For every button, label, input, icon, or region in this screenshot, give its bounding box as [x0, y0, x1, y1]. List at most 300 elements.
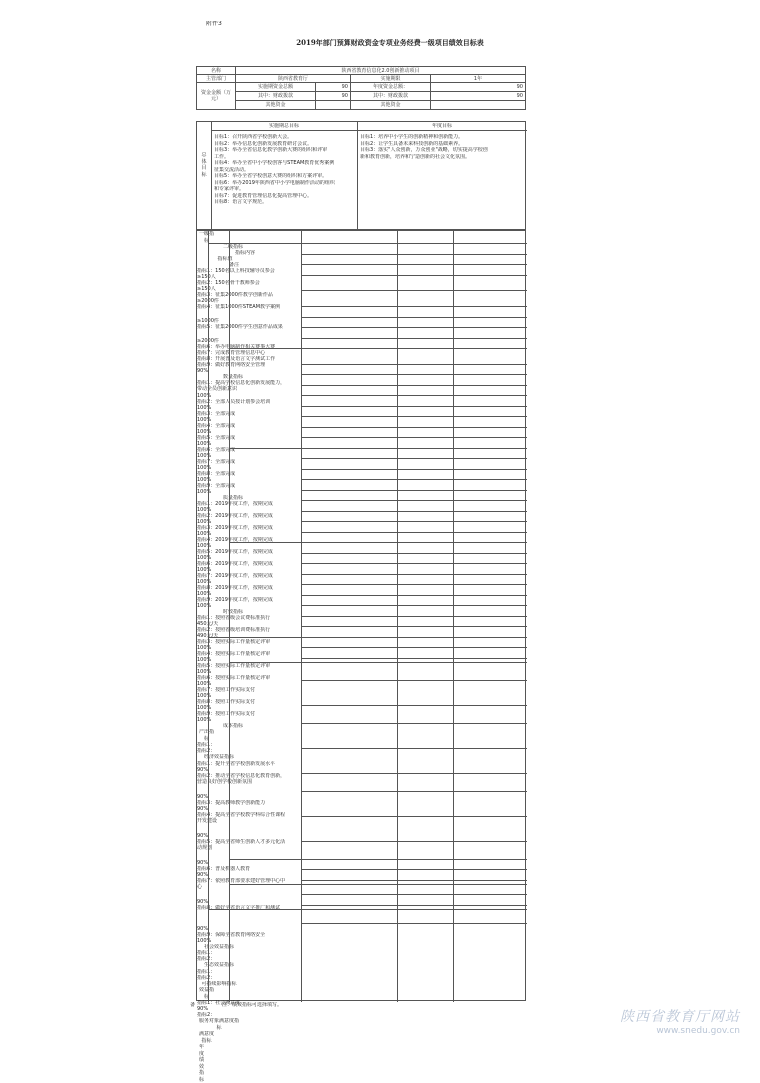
- year-goal-list: [360, 134, 525, 160]
- grid-line: [301, 553, 302, 564]
- indicator-content: 指标1：: [197, 742, 216, 749]
- grid-line: [397, 647, 398, 658]
- grid-line: [301, 275, 302, 291]
- grid-line: [397, 275, 398, 291]
- grid-line: [453, 532, 454, 543]
- grid-line: [301, 647, 527, 648]
- indicator-content: 指标9：保障全省教育网络安全: [197, 931, 266, 938]
- indicator-content: 指标5：提高全省师生创新人才多元化活动规划: [197, 838, 286, 852]
- goal-line: 和专家评审。: [214, 186, 245, 192]
- indicator-value: 100%: [197, 531, 212, 538]
- grid-line: [453, 859, 454, 870]
- grid-line: [453, 884, 454, 895]
- year-perf-side-label: 年度绩效指标: [198, 1044, 204, 1083]
- indicator-value: 90%: [197, 832, 209, 839]
- indicator-content: 指标3：2019年度工作，按期完成: [197, 525, 273, 532]
- grid-line: [397, 458, 398, 469]
- grid-line: [301, 705, 302, 723]
- attachment-label: 附件3: [206, 21, 222, 27]
- grid-line: [301, 338, 527, 339]
- indicator-content: 指标8：做好全省语言文字推广和测试: [197, 904, 281, 911]
- grid-line: [397, 469, 398, 480]
- grid-line: [301, 605, 302, 616]
- grid-line: [397, 662, 398, 680]
- indicator-value: 90%: [197, 925, 209, 932]
- indicator-value: 100%: [197, 441, 212, 448]
- grid-line: [397, 637, 398, 648]
- grid-line: [301, 416, 527, 417]
- grid-line: [301, 338, 302, 349]
- funds-right-value: 90: [431, 92, 526, 101]
- grid-line: [301, 923, 302, 937]
- indicator-value: 100%: [197, 567, 212, 574]
- indicator-value: 100%: [197, 717, 212, 724]
- grid-line: [301, 275, 527, 276]
- level2-label: 时效指标: [222, 609, 243, 616]
- funds-right-value: 90: [431, 83, 526, 92]
- grid-line: [301, 395, 527, 396]
- goal-line: 目标2：举办信息化创新发展教育研讨会议。: [214, 140, 313, 147]
- grid-line: [453, 511, 454, 522]
- grid-line: [301, 595, 527, 596]
- grid-line: [397, 290, 398, 306]
- indicator-content: 指标9：2019年度工作，按期完成: [197, 597, 273, 604]
- grid-line: [453, 243, 454, 254]
- indicator-value: 100%: [197, 453, 212, 460]
- grid-line: [301, 748, 527, 749]
- grid-line: [301, 264, 527, 265]
- grid-line: [301, 521, 302, 532]
- grid-line: [301, 437, 302, 448]
- indicator-content: 指标3：按照实际工作量核定评审: [197, 639, 271, 646]
- indicator-content: 指标5：2019年度工作，按期完成: [197, 549, 273, 556]
- grid-line: [453, 306, 454, 317]
- goal-line: 目标1：召开陕西省学校创新大会。: [214, 134, 293, 140]
- indicator-content: 指标9：按照工作实际支付: [197, 711, 256, 718]
- indicator-value: 100%: [197, 429, 212, 436]
- grid-line: [229, 909, 301, 910]
- grid-line: [301, 327, 302, 338]
- grid-line: [453, 254, 454, 265]
- grid-line: [397, 574, 398, 585]
- grid-line: [301, 500, 302, 511]
- grid-line: [397, 605, 398, 616]
- goal-line: 目标2：让学生具备未来科技创新的基础素养。: [360, 140, 464, 147]
- goal-line: 目标3：落实"人众创新，万众创业"战略，切实提高学校创: [360, 147, 488, 153]
- grid-line: [229, 859, 301, 860]
- indicator-value: 100%: [197, 705, 212, 712]
- indicator-content: 指标2：2019年度工作，按期完成: [197, 513, 273, 520]
- level2-label: 经济效益指标: [203, 754, 234, 761]
- grid-line: [301, 773, 527, 774]
- grid-line: [453, 490, 454, 501]
- goal-line: 目标4：举办全省中小学校创客与STEAM教育优秀案例: [214, 160, 335, 166]
- grid-line: [397, 553, 398, 564]
- grid-line: [301, 511, 302, 522]
- level2-label: 质量指标: [222, 495, 243, 502]
- grid-line: [301, 395, 302, 406]
- grid-line: [453, 275, 454, 291]
- grid-line: [453, 680, 454, 705]
- grid-line: [397, 395, 398, 406]
- grid-line: [301, 264, 302, 275]
- indicator-content: 指标4：征集1000件STEAM教学案例: [197, 304, 281, 310]
- grid-line: [453, 542, 454, 553]
- grid-line: [301, 406, 527, 407]
- grid-line: [301, 532, 527, 533]
- indicator-content: 指标2：: [197, 974, 216, 981]
- indicator-content: 指标6：普及机器人教育: [197, 865, 251, 872]
- grid-line: [453, 416, 454, 427]
- funds-left-label: 实施期资金总额: [236, 83, 316, 92]
- grid-line: [301, 416, 302, 427]
- grid-line: [301, 511, 527, 512]
- grid-line: [301, 616, 527, 617]
- goals-block: [196, 121, 526, 230]
- grid-line: [397, 894, 398, 905]
- grid-line: [229, 448, 301, 449]
- grid-line: [301, 859, 302, 870]
- indicator-value: 100%: [197, 543, 212, 550]
- indicator-value: 100%: [197, 405, 212, 412]
- footer-note-label: 备: [190, 1002, 196, 1008]
- impl-goal-header: 实施期总目标: [268, 123, 299, 129]
- grid-line: [397, 264, 398, 275]
- grid-line: [301, 662, 302, 680]
- grid-line: [301, 574, 302, 585]
- dept-label: 主管部门: [197, 75, 236, 83]
- indicator-content: 指标1：: [197, 950, 216, 957]
- level2-label: 成本指标: [222, 723, 243, 730]
- indicator-content: 指标2：150名骨干教师参会: [197, 280, 260, 286]
- basic-info-table: [196, 66, 526, 110]
- grid-line: [229, 348, 301, 349]
- grid-line: [453, 595, 454, 606]
- grid-line: [397, 626, 398, 637]
- grid-line: [453, 338, 454, 349]
- grid-line: [301, 290, 527, 291]
- level1-benefit-label: 效益指标: [198, 987, 214, 1000]
- grid-line: [453, 290, 454, 306]
- grid-line: [397, 243, 398, 254]
- grid-line: [301, 427, 302, 438]
- indicator-value: 100%: [197, 417, 212, 424]
- grid-line: [397, 816, 398, 841]
- grid-line: [301, 374, 302, 385]
- grid-line: [301, 647, 302, 658]
- indicator-content: 指标2：推动全省学校信息化教育创新，营造良好创学校创新氛围: [197, 772, 286, 786]
- indicator-content: 指标5：征集2000件学生创意作品成果: [197, 323, 283, 330]
- grid-line: [301, 254, 302, 265]
- indicator-content: 指标3：提高教师教学创新能力: [197, 799, 266, 806]
- grid-line: [301, 542, 302, 553]
- grid-line: [453, 348, 454, 364]
- indicator-content: 指标7：2019年度工作，按期完成: [197, 573, 273, 580]
- indicator-value: ≥2000件: [197, 337, 219, 344]
- grid-line: [301, 490, 527, 491]
- grid-line: [301, 327, 527, 328]
- indicator-content: 指标5：按照实际工作量核定评审: [197, 663, 271, 670]
- grid-line: [453, 748, 454, 773]
- grid-line: [301, 317, 302, 328]
- grid-line: [301, 406, 302, 417]
- indicator-value: 100%: [197, 669, 212, 676]
- funds-left-label: 其他资金: [236, 101, 316, 110]
- indicator-value: 90%: [197, 805, 209, 812]
- indicator-value: 100%: [197, 937, 212, 944]
- grid-line: [301, 458, 302, 469]
- grid-line: [301, 723, 302, 748]
- grid-line: [453, 448, 454, 459]
- goal-line: 目标1：培养中小学生的创新精神和创新能力。: [360, 134, 464, 140]
- grid-line: [301, 500, 527, 501]
- indicator-content: 指标2：: [197, 748, 216, 755]
- grid-line: [301, 479, 527, 480]
- grid-line: [453, 791, 454, 816]
- grid-line: [301, 791, 527, 792]
- grid-line: [301, 909, 527, 910]
- grid-line: [453, 816, 454, 841]
- level1-output-label: 产出指标: [198, 729, 214, 742]
- indicator-content: 指标1：提高学校信息化创新发展能力，带动全员创新意识: [197, 379, 286, 392]
- level1-satisfaction-label: 满意度指标: [198, 1031, 214, 1044]
- grid-line: [229, 662, 301, 663]
- grid-line: [453, 705, 454, 723]
- grid-line: [453, 563, 454, 574]
- grid-line: [301, 317, 527, 318]
- indicator-content: 指标6：全部完成: [197, 447, 236, 454]
- grid-line: [453, 894, 454, 905]
- grid-line: [301, 490, 302, 501]
- grid-line: [301, 841, 527, 842]
- indicator-content: 指标2：: [197, 956, 216, 963]
- grid-line: [301, 348, 527, 349]
- grid-line: [397, 859, 398, 870]
- goals-side-label: 总体目标: [201, 152, 207, 178]
- indicator-content: 指标7：按照工作实际支付: [197, 687, 256, 694]
- grid-line: [397, 595, 398, 606]
- grid-line: [397, 437, 398, 448]
- grid-line: [453, 395, 454, 406]
- grid-line: [301, 231, 302, 243]
- funds-left-label: 其中：财政拨款: [236, 92, 316, 101]
- indicator-value: 450元/天: [197, 621, 219, 628]
- indicator-value: 100%: [197, 579, 212, 586]
- grid-line: [301, 479, 302, 490]
- grid-line: [453, 317, 454, 328]
- indicator-value: 90%: [197, 793, 209, 800]
- grid-line: [453, 327, 454, 338]
- indicator-content: 指标7：依照教育部要求建好管理中心中心: [197, 877, 286, 891]
- funds-left-value: 90: [316, 83, 351, 92]
- grid-line: [397, 490, 398, 501]
- grid-line: [301, 385, 527, 386]
- indicator-content: 指标1：2019年度工作，按期完成: [197, 501, 273, 508]
- grid-line: [453, 553, 454, 564]
- funds-right-label: 其他资金: [351, 101, 431, 110]
- funds-left-value: [316, 101, 351, 110]
- grid-line: [301, 841, 302, 859]
- grid-line: [397, 500, 398, 511]
- indicator-content: 指标5：全部完成: [197, 435, 236, 442]
- grid-line: [397, 327, 398, 338]
- indicator-value: 90%: [197, 859, 209, 866]
- indicator-value: 100%: [197, 645, 212, 652]
- grid-line: [397, 884, 398, 895]
- grid-line: [453, 584, 454, 595]
- indicator-value: 100%: [197, 507, 212, 514]
- col-header-note: 备注: [228, 262, 239, 268]
- watermark-url: www.snedu.gov.cn: [656, 1026, 740, 1036]
- grid-line: [397, 427, 398, 438]
- grid-line: [229, 231, 230, 1002]
- grid-line: [301, 869, 302, 880]
- grid-line: [301, 584, 302, 595]
- grid-line: [301, 437, 527, 438]
- grid-line: [301, 680, 527, 681]
- level2-label: 社会效益指标: [203, 943, 234, 950]
- indicator-value: 100%: [197, 393, 212, 400]
- grid-line: [301, 909, 302, 923]
- grid-line: [453, 469, 454, 480]
- grid-line: [397, 532, 398, 543]
- grid-line: [301, 894, 527, 895]
- grid-line: [301, 595, 302, 606]
- grid-line: [301, 374, 527, 375]
- grid-line: [453, 909, 454, 923]
- grid-line: [397, 511, 398, 522]
- grid-line: [397, 937, 398, 1002]
- grid-line: [301, 243, 302, 254]
- dept-value: 陕西省教育厅: [236, 75, 351, 83]
- col-header-l2: 二级指标: [222, 244, 243, 250]
- indicator-value: 90%: [197, 871, 209, 878]
- grid-line: [301, 637, 527, 638]
- funds-right-value: [431, 101, 526, 110]
- grid-line: [397, 773, 398, 791]
- grid-line: [301, 748, 302, 773]
- goal-line: 目标7：促进教育管理信息化提高管理中心。: [214, 192, 313, 199]
- indicator-content: 指标9：做好教育网络安全管理: [197, 361, 266, 368]
- grid-line: [453, 626, 454, 637]
- goal-line: 新和教育创新，培养和宁造创新的社会文化氛围。: [360, 153, 471, 160]
- grid-line: [301, 884, 302, 895]
- goal-line: 目标5：举办全省学校创意大赛的组织和方案评审。: [214, 173, 328, 179]
- indicator-content: 指标6：举办电脑制作相关赛事大赛: [197, 343, 276, 350]
- grid-line: [301, 448, 302, 459]
- grid-line: [301, 894, 302, 905]
- grid-line: [301, 348, 302, 364]
- grid-line: [453, 662, 454, 680]
- indicator-content: 指标7：完成教育管理信息中心: [197, 349, 266, 356]
- grid-line: [301, 637, 302, 648]
- grid-line: [397, 923, 398, 937]
- indicator-value: 100%: [197, 603, 212, 610]
- grid-line: [453, 723, 454, 748]
- grid-line: [301, 584, 527, 585]
- grid-line: [301, 816, 302, 841]
- grid-line: [301, 448, 527, 449]
- indicator-content: 指标1：社会满意度: [197, 1000, 241, 1007]
- level2-label: 可持续影响指标: [201, 980, 237, 987]
- name-label: 名称: [197, 67, 236, 75]
- indicator-value: ≥1000件: [197, 317, 219, 324]
- grid-line: [397, 385, 398, 396]
- indicator-value: 100%: [197, 477, 212, 484]
- funds-right-label: 年度资金总额：: [351, 83, 431, 92]
- grid-line: [301, 605, 527, 606]
- name-value: 陕西省教育信息化2.0创新推动项目: [236, 67, 526, 75]
- grid-line: [301, 469, 302, 480]
- indicator-content: 指标1：: [197, 968, 216, 975]
- grid-line: [453, 385, 454, 396]
- grid-line: [301, 905, 527, 906]
- grid-line: [301, 923, 527, 924]
- grid-line: [301, 658, 527, 659]
- grid-line: [301, 563, 527, 564]
- indicator-content: 指标6：按照实际工作量核定评审: [197, 675, 271, 682]
- indicator-value: 90%: [197, 766, 209, 773]
- level2-label: 数量指标: [222, 373, 243, 380]
- goal-line: 目标8：语言文字规范。: [214, 199, 268, 205]
- indicator-value: 100%: [197, 465, 212, 472]
- grid-line: [453, 231, 454, 243]
- indicator-content: 指标9：全部完成: [197, 483, 236, 490]
- grid-line: [301, 884, 527, 885]
- grid-line: [301, 385, 302, 396]
- grid-line: [397, 841, 398, 859]
- indicator-content: 指标3：全部完成: [197, 411, 236, 418]
- indicator-content: 指标8：全部完成: [197, 471, 236, 478]
- col-header-l1: 一级指标: [198, 231, 214, 244]
- grid-line: [301, 542, 527, 543]
- grid-line: [301, 680, 302, 705]
- grid-line: [301, 469, 527, 470]
- footer-note-text: 注：绩效指标可选择填写。: [222, 1002, 283, 1008]
- grid-line: [301, 563, 302, 574]
- indicator-value: ≥150人: [197, 286, 216, 292]
- indicator-value: 90%: [197, 367, 209, 374]
- grid-line: [397, 869, 398, 880]
- grid-line: [453, 500, 454, 511]
- grid-line: [453, 616, 454, 627]
- goal-line: 征集交流活动。: [214, 166, 250, 173]
- grid-line: [301, 364, 302, 375]
- grid-line: [301, 859, 527, 860]
- funds-right-label: 其中：财政拨款: [351, 92, 431, 101]
- grid-line: [301, 427, 527, 428]
- grid-line: [397, 364, 398, 375]
- grid-line: [229, 637, 301, 638]
- funds-label: 资金金额（万元）: [197, 83, 236, 110]
- grid-line: [301, 937, 302, 1002]
- grid-line: [301, 553, 527, 554]
- grid-line: [453, 937, 454, 1002]
- grid-line: [453, 773, 454, 791]
- grid-line: [453, 458, 454, 469]
- grid-line: [397, 563, 398, 574]
- grid-line: [453, 427, 454, 438]
- grid-line: [397, 306, 398, 317]
- grid-line: [397, 254, 398, 265]
- indicator-value: 100%: [197, 657, 212, 664]
- grid-line: [229, 542, 301, 543]
- grid-line: [397, 374, 398, 385]
- grid-line: [397, 338, 398, 349]
- grid-line: [397, 616, 398, 627]
- level2-label: 生态效益指标: [203, 962, 234, 969]
- grid-line: [397, 479, 398, 490]
